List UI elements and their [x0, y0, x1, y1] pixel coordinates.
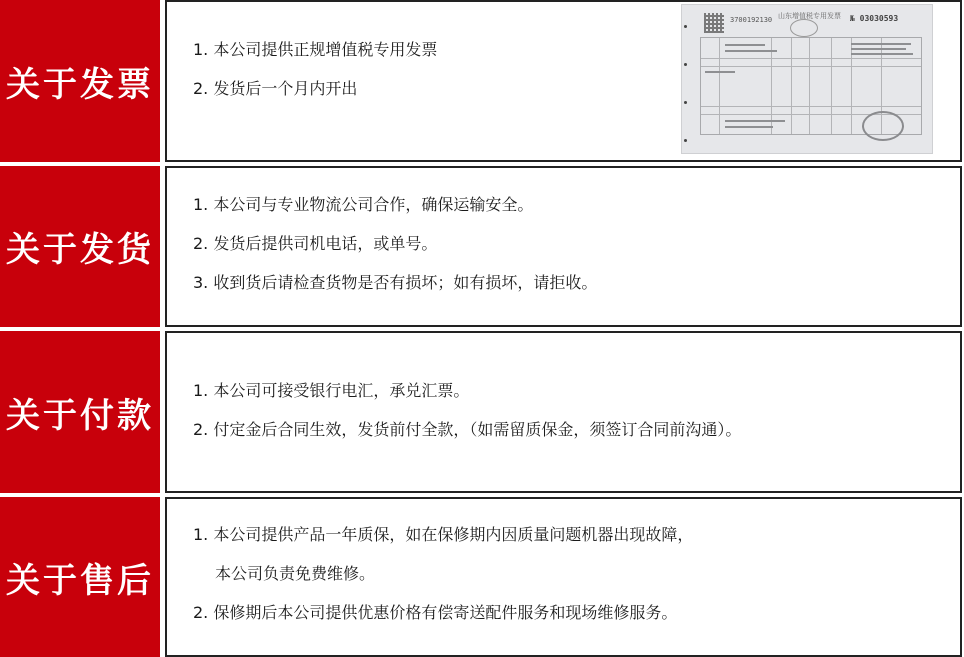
section-payment — [0, 331, 964, 493]
section-invoice — [0, 0, 964, 162]
section-line: 2. 付定金后合同生效，发货前付全款，（如需留质保金，须签订合同前沟通）。 — [193, 420, 742, 439]
section-line: 1. 本公司提供产品一年质保，如在保修期内因质量问题机器出现故障， — [193, 524, 694, 544]
section-title: 关于发货 — [0, 166, 160, 327]
section-lines — [193, 495, 693, 651]
section-title: 关于付款 — [0, 331, 160, 493]
section-line: 1. 本公司提供正规增值税专用发票 — [193, 40, 438, 59]
invoice-number: № 03030593 — [850, 14, 899, 23]
section-content — [165, 0, 962, 162]
section-title: 关于发票 — [0, 0, 160, 162]
invoice-code: 3700192130 — [730, 16, 773, 24]
section-line: 1. 本公司与专业物流公司合作，确保运输安全。 — [193, 195, 534, 214]
section-line: 1. 本公司可接受银行电汇，承兑汇票。 — [193, 381, 470, 400]
section-content — [165, 166, 962, 327]
section-shipping — [0, 166, 964, 327]
section-line: 2. 保修期后本公司提供优惠价格有偿寄送配件服务和现场维修服务。 — [193, 602, 678, 622]
invoice-title: 山东增值税专用发票 — [778, 12, 841, 20]
seal-icon — [862, 111, 904, 141]
section-lines — [193, 331, 741, 489]
section-line: 3. 收到货后请检查货物是否有损坏；如有损坏，请拒收。 — [193, 273, 598, 292]
section-title: 关于售后 — [0, 497, 160, 657]
section-line: 2. 发货后一个月内开出 — [193, 79, 358, 98]
stamp-icon — [790, 19, 818, 37]
section-after-sales — [0, 497, 964, 657]
section-lines — [193, 0, 437, 148]
section-content — [165, 331, 962, 493]
invoice-sample-image — [681, 4, 933, 154]
section-lines — [193, 165, 597, 322]
section-line: 2. 发货后提供司机电话，或单号。 — [193, 234, 438, 253]
qr-code-icon — [704, 13, 724, 33]
section-line: 本公司负责免费维修。 — [215, 563, 376, 583]
section-content — [165, 497, 962, 657]
